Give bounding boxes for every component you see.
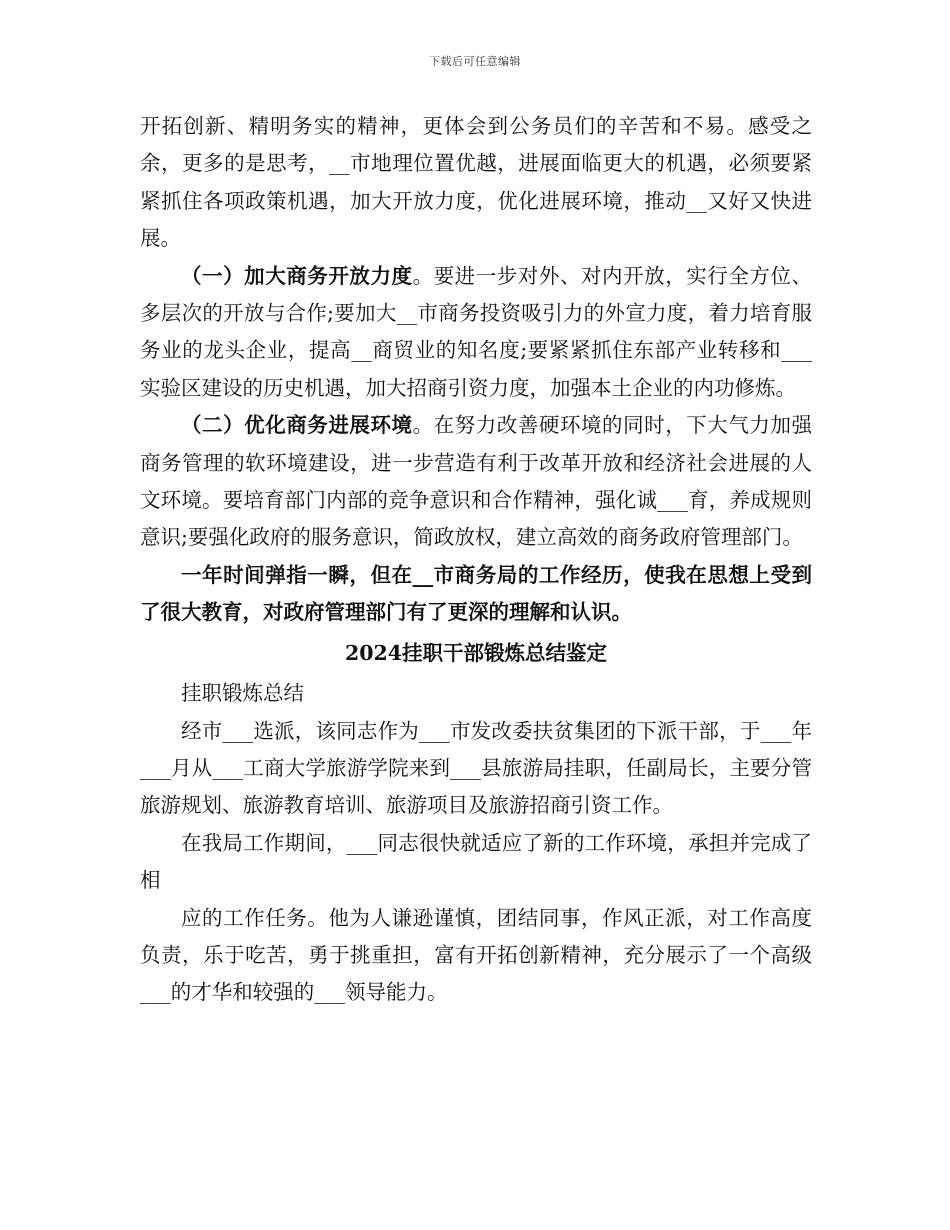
paragraph-summary-label: 挂职锻炼总结	[181, 681, 304, 706]
paragraph-open-up-body: 。要进一步对外、对内开放，实行全方位、多层次的开放与合作;要加大__市商务投资吸引力的外宣力度，着力培育服务业的龙头企业，提高__商贸业的知名度;要紧紧抓住东部产业转移和___实验区建设的历史机遇，加大招商引资力度，加强本土企业的内功修炼。	[140, 263, 813, 400]
paragraph-open-up	[140, 258, 812, 408]
document-body	[140, 108, 812, 1012]
paragraph-intro-continuation: 开拓创新、精明务实的精神，更体会到公务员们的辛苦和不易。感受之余，更多的是思考，__市地理位置优越，进展面临更大的机遇，必须要紧紧抓住各项政策机遇，加大开放力度，优化进展环境，推动__又好又快进展。	[140, 114, 812, 251]
paragraph-optimize-environment-body: 。在努力改善硬环境的同时，下大气力加强商务管理的软环境建设，进一步营造有利于改革开放和经济社会进展的人文环境。要培育部门内部的竞争意识和合作精神，强化诚___育，养成规则意识;要强化政府的服务意识，简政放权，建立高效的商务政府管理部门。	[140, 413, 813, 550]
subheading-open-up: （一）加大商务开放力度	[181, 263, 413, 288]
section-title: 2024挂职干部锻炼总结鉴定	[344, 640, 608, 665]
paragraph-evaluation: 应的工作任务。他为人谦逊谨慎，团结同事，作风正派，对工作高度负责，乐于吃苦，勇于挑重担，富有开拓创新精神，充分展示了一个高级___的才华和较强的___领导能力。	[140, 905, 812, 1005]
paragraph-assignment: 经市___选派，该同志作为___市发改委扶贫集团的下派干部，于___年___月从___工商大学旅游学院来到___县旅游局挂职，任副局长，主要分管旅游规划、旅游教育培训、旅游项目及旅游招商引资工作。	[140, 718, 812, 818]
paragraph-optimize-environment	[140, 407, 812, 557]
paragraph-work-period: 在我局工作期间，___同志很快就适应了新的工作环境，承担并完成了相	[140, 830, 812, 893]
subheading-optimize-environment: （二）优化商务进展环境	[181, 413, 413, 438]
page-header: 下载后可任意编辑	[429, 55, 521, 68]
paragraph-conclusion: 一年时间弹指一瞬，但在__市商务局的工作经历，使我在思想上受到了很大教育，对政府管理部门有了更深的理解和认识。	[140, 562, 812, 625]
